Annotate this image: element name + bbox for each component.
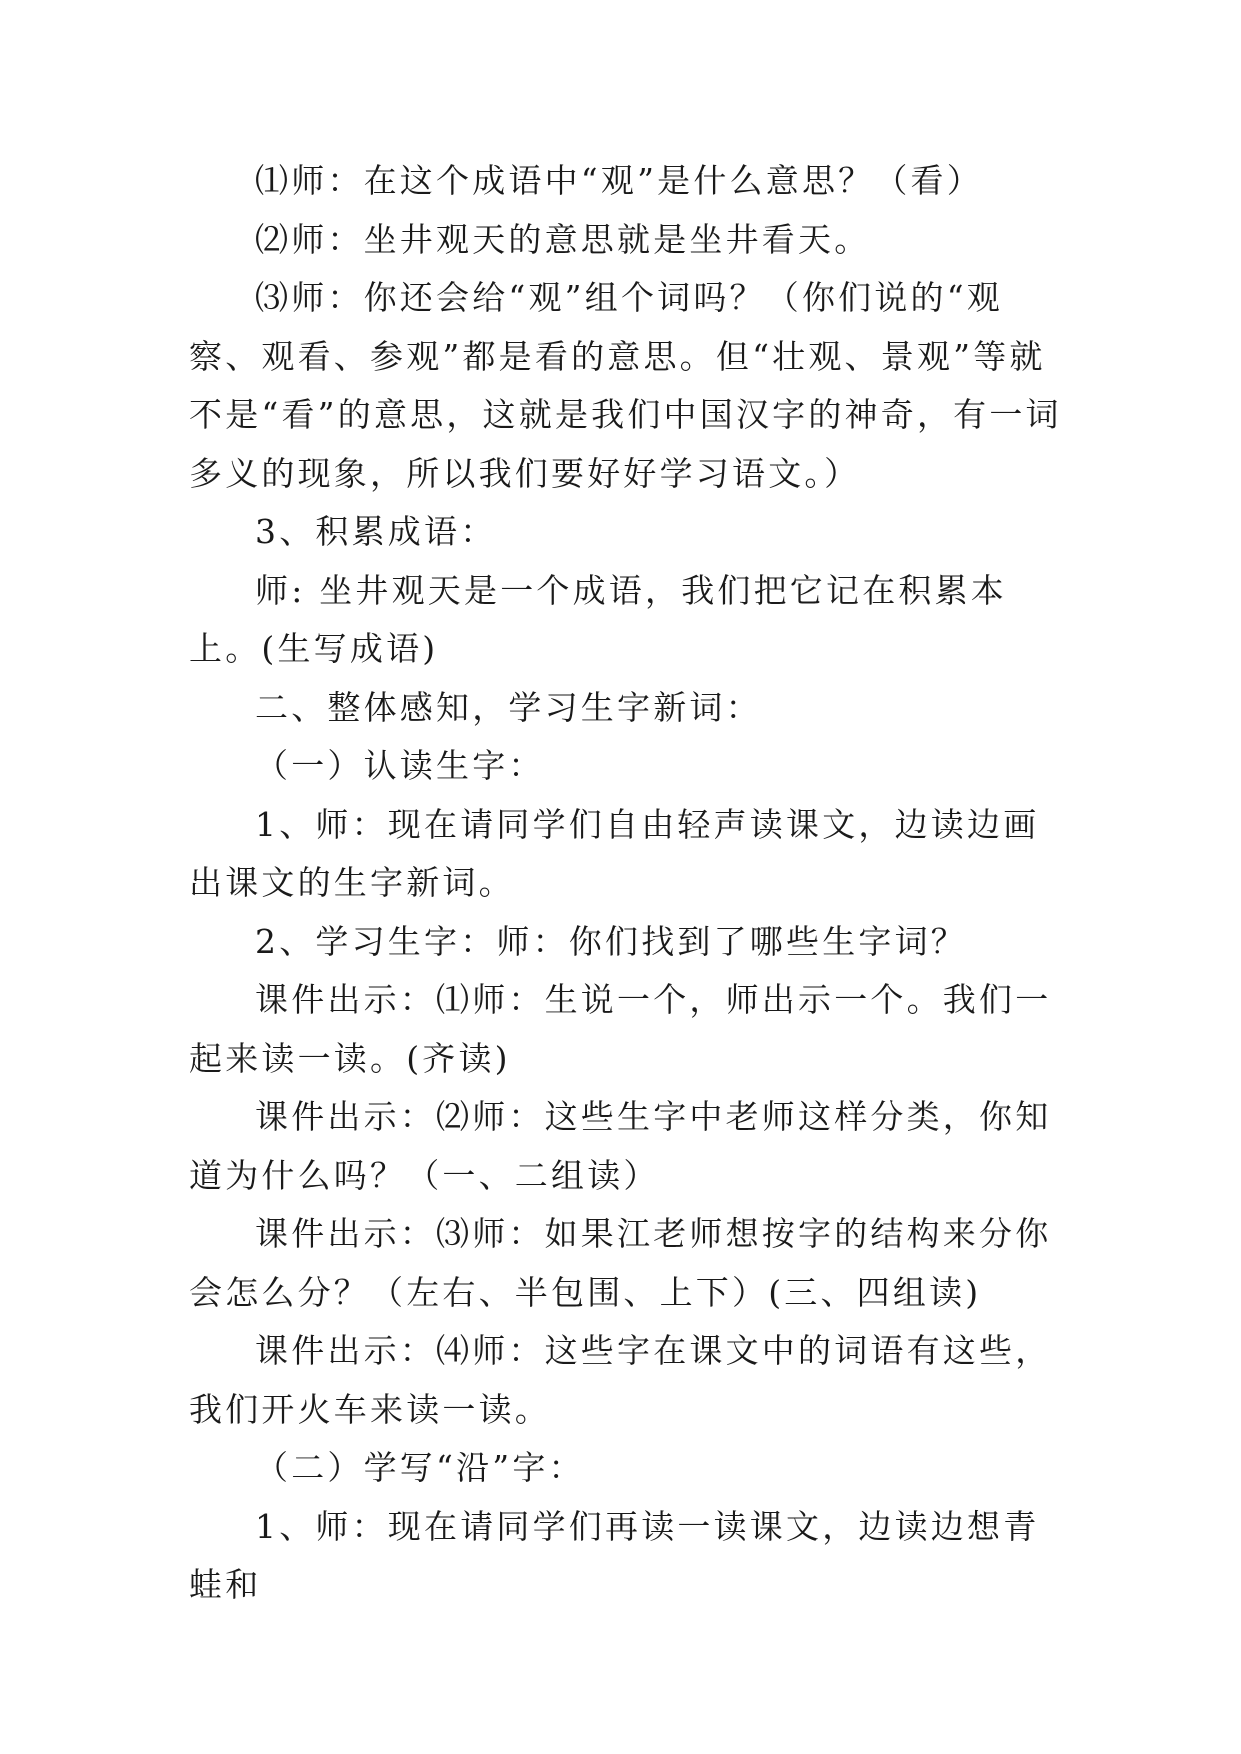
paragraph-12: 课件出示：⑶师：如果江老师想按字的结构来分你会怎么分？（左右、半包围、上下）(三、四组读) [189,1214,1052,1312]
paragraph-8: 1、师：现在请同学们自由轻声读课文，边读边画出课文的生字新词。 [189,804,1040,902]
paragraph-13: 课件出示：⑷师：这些字在课文中的词语有这些，我们开火车来读一读。 [189,1331,1052,1429]
paragraph-5: 师: 坐井观天是一个成语，我们把它记在积累本上。(生写成语) [189,570,1008,668]
paragraph-15: 1、师：现在请同学们再读一读课文，边读边想青蛙和 [189,1506,1040,1604]
paragraph-9: 2、学习生字：师：你们找到了哪些生字词？ [255,921,967,961]
paragraph-11: 课件出示：⑵师：这些生字中老师这样分类，你知道为什么吗？（一、二组读） [189,1097,1052,1195]
paragraph-3: ⑶师：你还会给“观”组个词吗？（你们说的“观察、观看、参观”都是看的意思。但“壮观、景观”等就不是“看”的意思，这就是我们中国汉字的神奇，有一词多义的现象，所以我们要好好学习语文。） [189,278,1062,493]
paragraph-6: 二、整体感知，学习生字新词： [255,687,762,727]
paragraph-1: ⑴师：在这个成语中“观”是什么意思？（看） [255,161,983,200]
paragraph-10: 课件出示：⑴师：生说一个，师出示一个。我们一起来读一读。(齐读) [189,980,1052,1078]
document-body [189,152,1069,1615]
paragraph-4: 3、积累成语： [255,512,497,551]
paragraph-2: ⑵师：坐井观天的意思就是坐井看天。 [255,219,871,259]
paragraph-7: （一）认读生字： [255,746,545,785]
paragraph-14: （二）学写“沿”字： [255,1448,585,1487]
